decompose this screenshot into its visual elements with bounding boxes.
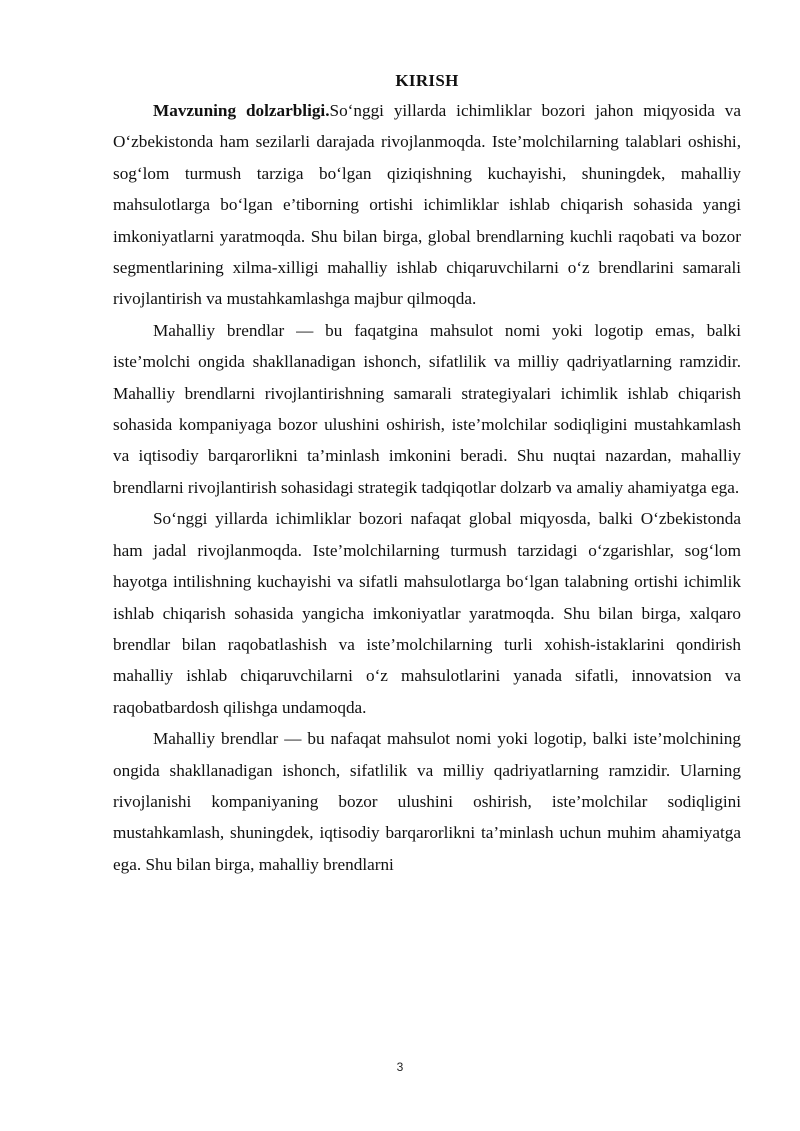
paragraph-lead: Mavzuning dolzarbligi.	[153, 101, 330, 120]
document-page	[113, 70, 741, 880]
paragraph: Mahalliy brendlar — bu faqatgina mahsulot nomi yoki logotip emas, balki iste’molchi ongida shakllanadigan ishonch, sifatlilik va milliy qadriyatlarning ramzidir. Mahalliy brendlarni rivojlantirishning samarali strategiyalari ichimlik ishlab chiqarish sohasida kompaniyaga bozor ulushini oshirish, iste’molchilar sodiqligini mustahkamlash va iqtisodiy barqarorlikni ta’minlash imkonini beradi. Shu nuqtai nazardan, mahalliy brendlarni rivojlantirish sohasidagi strategik tadqiqotlar dolzarb va amaliy ahamiyatga ega.	[113, 320, 741, 497]
paragraph-relevance	[113, 95, 741, 315]
section-heading: KIRISH	[395, 71, 459, 90]
page-number: 3	[396, 1060, 404, 1074]
paragraph: So‘nggi yillarda ichimliklar bozori nafaqat global miqyosda, balki O‘zbekistonda ham jadal rivojlanmoqda. Iste’molchilarning turmush tarzidagi o‘zgarishlar, sog‘lom hayotga intilishning kuchayishi va sifatli mahsulotlarga bo‘lgan talabning ortishi ichimlik ishlab chiqarish sohasida yangicha imkoniyatlar yaratmoqda. Shu bilan birga, xalqaro brendlar bilan raqobatlashish va iste’molchilarning turli xohish-istaklarini qondirish mahalliy ishlab chiqaruvchilarni o‘z mahsulotlarini yanada sifatli, innovatsion va raqobatbardosh qilishga undamoqda.	[113, 509, 741, 717]
paragraph-text: So‘nggi yillarda ichimliklar bozori jahon miqyosida va O‘zbekistonda ham sezilarli darajada rivojlanmoqda. Iste’molchilarning talablari oshishi, sog‘lom turmush tarziga bo‘lgan qiziqishning kuchayishi, shuningdek, mahalliy mahsulotlarga bo‘lgan e’tiborning ortishi ichimliklar ishlab chiqarish sohasida yangi imkoniyatlarni yaratmoqda. Shu bilan birga, global brendlarning kuchli raqobati va bozor segmentlarining xilma-xilligi mahalliy ishlab chiqaruvchilarni o‘z brendlarini samarali rivojlantirish va mustahkamlashga majbur qilmoqda.	[113, 101, 741, 309]
paragraph: Mahalliy brendlar — bu nafaqat mahsulot nomi yoki logotip, balki iste’molchining ongida shakllanadigan ishonch, sifatlilik va milliy qadriyatlarning ramzidir. Ularning rivojlanishi kompaniyaning bozor ulushini oshirish, iste’molchilar sodiqligini mustahkamlash, shuningdek, iqtisodiy barqarorlikni ta’minlash uchun muhim ahamiyatga ega. Shu bilan birga, mahalliy brendlarni	[113, 729, 741, 874]
